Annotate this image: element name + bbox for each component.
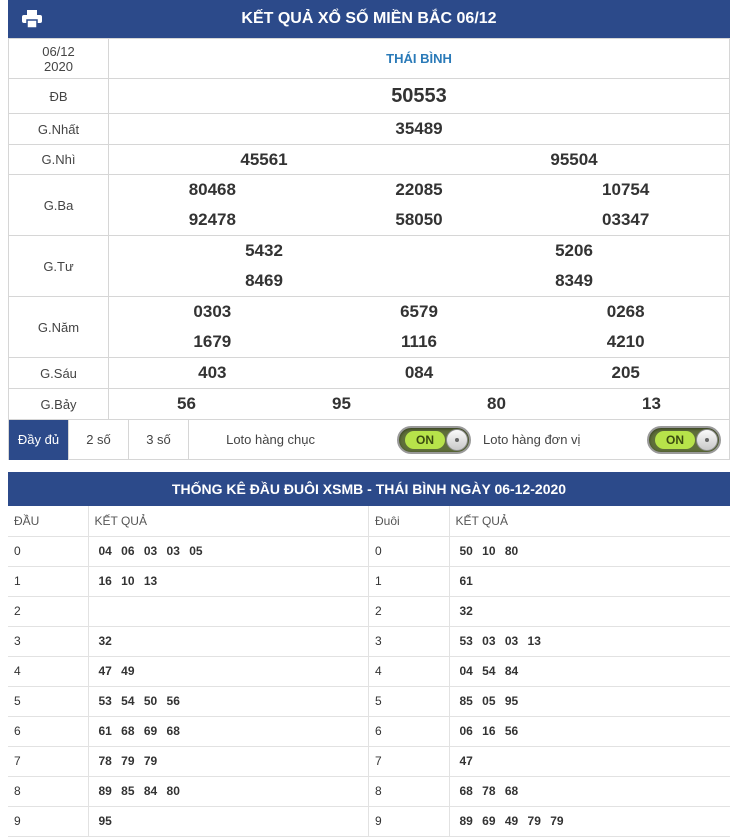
results-title: KẾT QUẢ XỔ SỐ MIỀN BẮC 06/12 <box>241 10 497 27</box>
table-row <box>369 776 730 806</box>
duoi-key: 1 <box>369 566 449 596</box>
prize-label: G.Bảy <box>9 389 109 420</box>
duoi-value: 04 54 84 <box>449 656 730 686</box>
date-row <box>9 39 730 79</box>
duoi-value: 53 03 03 13 <box>449 626 730 656</box>
table-row <box>8 566 368 596</box>
loto-chuc-group <box>189 432 397 447</box>
prize-label: G.Ba <box>9 175 109 236</box>
duoi-header: Đuôi <box>369 506 449 536</box>
duoi-value: 50 10 80 <box>449 536 730 566</box>
prize-number: 13 <box>642 394 661 413</box>
prize-number: 1116 <box>401 332 437 351</box>
prize-number: 4210 <box>606 332 645 351</box>
duoi-value: 32 <box>449 596 730 626</box>
loto-chuc-label: Loto hàng chục <box>226 432 315 447</box>
date-year: 2020 <box>44 58 73 74</box>
toggle-knob <box>696 429 718 451</box>
table-row <box>369 626 730 656</box>
duoi-key: 8 <box>369 776 449 806</box>
duoi-value: 06 16 56 <box>449 716 730 746</box>
prize-number: 92478 <box>188 210 236 229</box>
table-row <box>8 776 368 806</box>
results-panel <box>8 0 730 837</box>
prize-row-nam <box>9 297 730 358</box>
stats-tables <box>8 506 730 837</box>
prize-number: 95 <box>332 394 351 413</box>
loto-donvi-toggle[interactable] <box>647 426 721 454</box>
table-row <box>369 716 730 746</box>
dau-key: 1 <box>8 566 88 596</box>
tab-full[interactable]: Đầy đủ <box>9 420 69 460</box>
prize-number: 35489 <box>395 119 443 138</box>
duoi-value: 89 69 49 79 79 <box>449 806 730 836</box>
prize-number: 10754 <box>602 180 650 199</box>
table-row <box>369 686 730 716</box>
dau-key: 5 <box>8 686 88 716</box>
prize-label: G.Nhất <box>9 114 109 145</box>
table-row <box>369 536 730 566</box>
province-name[interactable]: THÁI BÌNH <box>109 39 730 79</box>
loto-donvi-label: Loto hàng đơn vị <box>483 432 581 447</box>
prize-number: 95504 <box>550 149 598 169</box>
duoi-key: 9 <box>369 806 449 836</box>
prize-number: 0303 <box>193 302 232 321</box>
prize-label: G.Sáu <box>9 358 109 389</box>
display-controls <box>8 420 730 460</box>
prize-number: 0268 <box>606 302 645 321</box>
dau-value: 16 10 13 <box>88 566 368 596</box>
dau-key: 4 <box>8 656 88 686</box>
date-day-month: 06/12 <box>42 43 75 59</box>
results-table <box>8 38 730 420</box>
table-row <box>369 746 730 776</box>
prize-number: 205 <box>611 363 640 382</box>
prize-row-ba <box>9 175 730 236</box>
table-header-row <box>8 506 368 536</box>
prize-number: 50553 <box>391 84 447 107</box>
duoi-value: 68 78 68 <box>449 776 730 806</box>
prize-label: G.Năm <box>9 297 109 358</box>
dau-key: 2 <box>8 596 88 626</box>
duoi-key: 5 <box>369 686 449 716</box>
toggle-knob <box>446 429 468 451</box>
dau-table-wrap <box>8 506 369 837</box>
dau-value: 32 <box>88 626 368 656</box>
table-header-row <box>369 506 730 536</box>
prize-row-sau <box>9 358 730 389</box>
dau-key: 3 <box>8 626 88 656</box>
date-cell <box>9 39 109 79</box>
dau-key: 6 <box>8 716 88 746</box>
loto-chuc-toggle[interactable] <box>397 426 471 454</box>
dau-value: 78 79 79 <box>88 746 368 776</box>
prize-number: 45561 <box>240 149 288 169</box>
table-row <box>8 536 368 566</box>
prize-number: 58050 <box>395 210 443 229</box>
prize-row-bay <box>9 389 730 420</box>
dau-value: 61 68 69 68 <box>88 716 368 746</box>
table-row <box>8 596 368 626</box>
duoi-table <box>369 506 730 837</box>
prize-number: 1679 <box>193 332 232 351</box>
table-row <box>369 566 730 596</box>
table-row <box>8 686 368 716</box>
prize-label: ĐB <box>9 79 109 114</box>
tab-2-digits[interactable]: 2 số <box>69 420 129 460</box>
prize-number: 8349 <box>555 271 593 290</box>
prize-row-nhat <box>9 114 730 145</box>
prize-label: G.Nhì <box>9 145 109 175</box>
duoi-key: 2 <box>369 596 449 626</box>
table-row <box>8 716 368 746</box>
printer-icon[interactable] <box>22 10 42 28</box>
dau-value <box>88 596 368 626</box>
result-header: KẾT QUẢ <box>88 506 368 536</box>
result-header: KẾT QUẢ <box>449 506 730 536</box>
prize-number: 80 <box>487 394 506 413</box>
duoi-key: 6 <box>369 716 449 746</box>
table-row <box>8 626 368 656</box>
stats-header <box>8 472 730 506</box>
duoi-key: 3 <box>369 626 449 656</box>
prize-number: 6579 <box>400 302 438 321</box>
prize-number: 084 <box>404 363 434 382</box>
prize-number: 80468 <box>188 180 236 199</box>
toggle-on-label: ON <box>405 431 445 449</box>
prize-number: 56 <box>177 394 196 413</box>
results-header <box>8 0 730 38</box>
tab-3-digits[interactable]: 3 số <box>129 420 189 460</box>
prize-number: 22085 <box>395 180 443 199</box>
dau-value: 95 <box>88 806 368 836</box>
dau-key: 7 <box>8 746 88 776</box>
table-row <box>8 746 368 776</box>
dau-value: 04 06 03 03 05 <box>88 536 368 566</box>
dau-key: 0 <box>8 536 88 566</box>
dau-value: 53 54 50 56 <box>88 686 368 716</box>
dau-header: ĐẦU <box>8 506 88 536</box>
prize-row-tu <box>9 236 730 297</box>
dau-value: 89 85 84 80 <box>88 776 368 806</box>
prize-label: G.Tư <box>9 236 109 297</box>
prize-number: 403 <box>198 363 227 382</box>
prize-number: 5432 <box>245 241 283 260</box>
dau-key: 8 <box>8 776 88 806</box>
prize-row-db <box>9 79 730 114</box>
prize-number: 03347 <box>602 210 650 229</box>
duoi-key: 4 <box>369 656 449 686</box>
duoi-table-wrap <box>369 506 730 837</box>
table-row <box>369 656 730 686</box>
duoi-value: 61 <box>449 566 730 596</box>
dau-value: 47 49 <box>88 656 368 686</box>
toggle-on-label: ON <box>655 431 695 449</box>
dau-key: 9 <box>8 806 88 836</box>
prize-number: 5206 <box>555 241 593 260</box>
table-row <box>369 806 730 836</box>
prize-number: 8469 <box>245 271 283 290</box>
table-row <box>8 806 368 836</box>
dau-table <box>8 506 368 837</box>
table-row <box>8 656 368 686</box>
duoi-key: 7 <box>369 746 449 776</box>
duoi-value: 47 <box>449 746 730 776</box>
duoi-value: 85 05 95 <box>449 686 730 716</box>
prize-row-nhi <box>9 145 730 175</box>
duoi-key: 0 <box>369 536 449 566</box>
table-row <box>369 596 730 626</box>
stats-title: THỐNG KÊ ĐẦU ĐUÔI XSMB - THÁI BÌNH NGÀY 06-12-2020 <box>171 481 567 497</box>
